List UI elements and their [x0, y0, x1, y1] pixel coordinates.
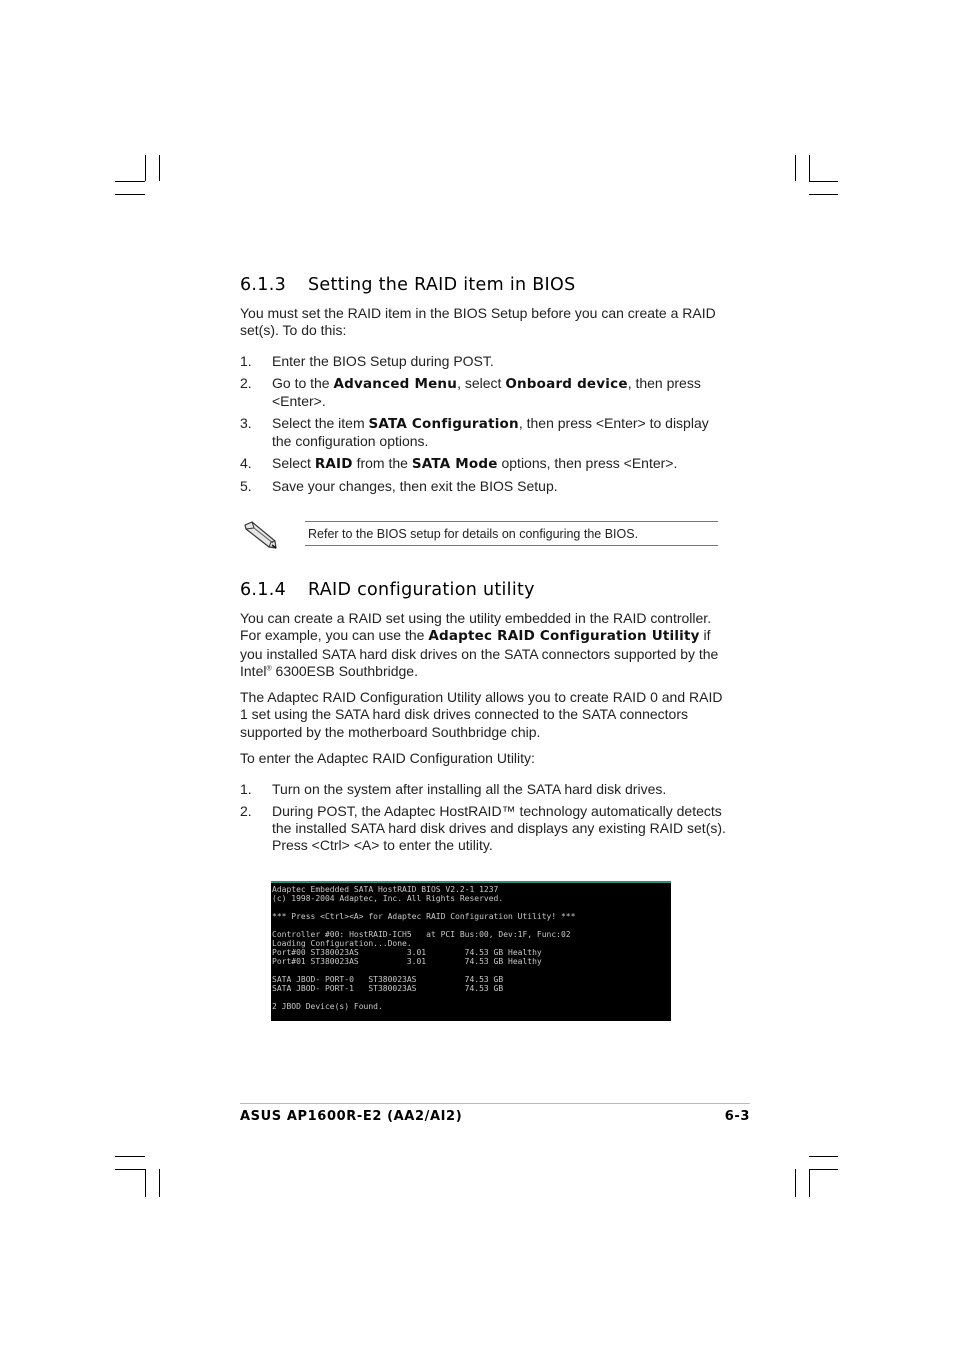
section-number: 6.1.3	[240, 275, 287, 295]
step-text: , select	[457, 374, 506, 391]
crop-mark	[809, 194, 838, 195]
bios-steps-list	[240, 353, 730, 500]
step-text: During POST, the Adaptec HostRAID™ technology automatically detects the installed SATA hard disk drives and displays any existing RAID set(s). Press <Ctrl> <A> to enter the utility.	[272, 802, 726, 854]
crop-mark	[145, 155, 146, 181]
terminal-line: Controller #00: HostRAID-ICH5 at PCI Bus:00, Dev:1F, Func:02	[272, 930, 571, 939]
list-item	[240, 415, 730, 451]
registered-mark: ®	[266, 665, 272, 673]
paragraph-text: if you installed SATA hard disk drives on the SATA connectors supported by the Intel	[240, 627, 719, 679]
step-text: Go to the	[272, 374, 334, 391]
crop-mark	[115, 181, 145, 182]
step-text: , then press <Enter>.	[272, 374, 701, 410]
crop-mark	[159, 1169, 160, 1197]
menu-term: SATA Mode	[411, 456, 498, 473]
step-number: 2.	[240, 802, 252, 819]
menu-term: RAID	[314, 456, 353, 473]
section-number: 6.1.4	[240, 580, 287, 600]
terminal-line: SATA JBOD- PORT-1 ST380023AS 74.53 GB	[272, 984, 504, 993]
terminal-line: Port#01 ST380023AS 3.01 74.53 GB Healthy	[272, 957, 542, 966]
step-number: 5.	[240, 478, 252, 495]
crop-mark	[795, 1169, 796, 1197]
step-text: Save your changes, then exit the BIOS Setup.	[272, 478, 558, 495]
step-text: Enter the BIOS Setup during POST.	[272, 353, 494, 369]
list-item	[240, 375, 730, 411]
step-number: 3.	[240, 415, 252, 432]
terminal-line	[272, 993, 671, 1002]
bios-post-screenshot	[271, 881, 671, 1021]
note-text: Refer to the BIOS setup for details on configuring the BIOS.	[305, 521, 718, 546]
crop-mark	[809, 1156, 838, 1157]
paragraph-text: 6300ESB Southbridge.	[271, 662, 418, 679]
list-item	[240, 478, 730, 495]
terminal-line	[272, 966, 671, 975]
terminal-line	[272, 903, 671, 912]
terminal-line: (c) 1998-2004 Adaptec, Inc. All Rights Reserved.	[272, 894, 504, 903]
crop-mark	[115, 194, 145, 195]
terminal-line: 2 JBOD Device(s) Found.	[272, 1002, 383, 1011]
terminal-line: Loading Configuration...Done.	[272, 939, 412, 948]
terminal-line: *** Press <Ctrl><A> for Adaptec RAID Configuration Utility! ***	[272, 912, 576, 921]
section-title: RAID configuration utility	[308, 580, 535, 600]
step-text: Select	[272, 455, 315, 472]
utility-name: Adaptec RAID Configuration Utility	[428, 628, 700, 645]
crop-mark	[809, 181, 838, 182]
body-paragraph: To enter the Adaptec RAID Configuration Utility:	[240, 750, 535, 766]
step-number: 1.	[240, 353, 252, 369]
crop-mark	[159, 155, 160, 181]
step-text: from the	[352, 455, 412, 472]
pencil-note-icon	[242, 519, 280, 551]
step-text: Select the item	[272, 415, 369, 432]
step-number: 2.	[240, 374, 252, 391]
terminal-line: Adaptec Embedded SATA HostRAID BIOS V2.2-1 1237	[272, 885, 499, 894]
list-item	[240, 353, 730, 370]
page-number: 6-3	[724, 1109, 750, 1124]
list-item	[240, 455, 730, 473]
crop-mark	[809, 155, 810, 181]
list-item	[240, 803, 730, 855]
footer-product-name: ASUS AP1600R-E2 (AA2/AI2)	[240, 1109, 463, 1124]
step-number: 1.	[240, 781, 252, 797]
intro-paragraph: You must set the RAID item in the BIOS Setup before you can create a RAID set(s). To do this:	[240, 305, 716, 339]
crop-mark	[145, 1169, 146, 1197]
step-number: 4.	[240, 455, 252, 472]
crop-mark	[809, 1169, 810, 1197]
crop-mark	[115, 1169, 145, 1170]
step-text: options, then press <Enter>.	[497, 455, 678, 472]
crop-mark	[795, 155, 796, 181]
menu-term: SATA Configuration	[368, 416, 519, 433]
footer-divider	[240, 1103, 750, 1104]
body-paragraph	[240, 610, 730, 680]
terminal-line: SATA JBOD- PORT-0 ST380023AS 74.53 GB	[272, 975, 504, 984]
utility-steps-list	[240, 781, 730, 859]
terminal-line: Port#00 ST380023AS 3.01 74.53 GB Healthy	[272, 948, 542, 957]
step-text: Turn on the system after installing all the SATA hard disk drives.	[272, 781, 667, 797]
menu-term: Advanced Menu	[333, 375, 458, 392]
paragraph-text: You can create a RAID set using the utility embedded in the RAID controller. For example, you can use the	[240, 610, 712, 644]
body-paragraph: The Adaptec RAID Configuration Utility allows you to create RAID 0 and RAID 1 set using the SATA hard disk drives connected to the SATA connectors supported by the motherboard Southbridge chip.	[240, 689, 723, 740]
section-heading	[240, 580, 535, 600]
crop-mark	[809, 1169, 838, 1170]
menu-term: Onboard device	[505, 375, 628, 392]
step-text: , then press <Enter> to display the configuration options.	[272, 415, 709, 450]
crop-mark	[115, 1156, 145, 1157]
section-heading	[240, 275, 576, 295]
list-item	[240, 781, 730, 798]
section-title: Setting the RAID item in BIOS	[308, 275, 576, 295]
terminal-line	[272, 921, 671, 930]
